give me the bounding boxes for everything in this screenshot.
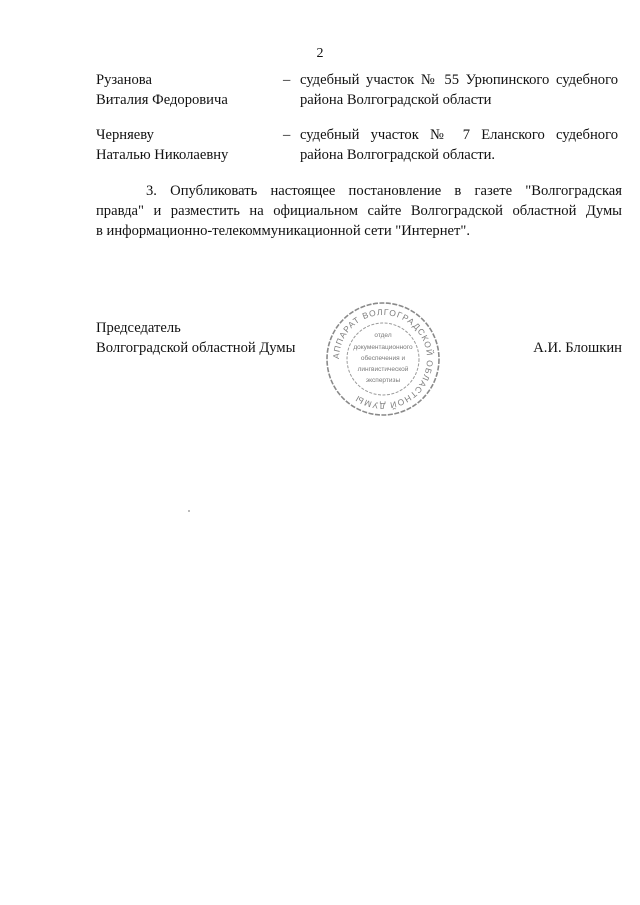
stamp-center-line3: обеспечения и: [360, 355, 406, 362]
stamp-center-line4: лингвистической: [357, 366, 409, 373]
page-number: 2: [316, 46, 324, 61]
stamp-center-line2: документационного: [353, 344, 413, 351]
stamp-center-line1: отдел: [374, 332, 392, 339]
assignment-dash-2: –: [283, 127, 291, 143]
paragraph-line-2: правда" и разместить на официальном сайте Волгоградской областной Думы: [96, 203, 622, 219]
stamp-ring-text: АППАРАТ ВОЛГОГРАДСКОЙ ОБЛАСТНОЙ ДУМЫ: [330, 306, 436, 412]
assignment-court-2: [300, 126, 618, 164]
assignee-name-1-line2: Виталия Федоровича: [96, 92, 228, 108]
assignee-name-2-line2: Наталью Николаевну: [96, 147, 229, 163]
paragraph-line-3: в информационно-телекоммуникационной сети "Интернет".: [96, 223, 470, 239]
official-stamp: [324, 300, 442, 418]
assignment-court-1-line2: района Волгоградской области: [300, 92, 492, 108]
signatory-title-line2: Волгоградской областной Думы: [96, 340, 296, 356]
assignment-court-1-line1: судебный участок № 55 Урюпинского судебного: [300, 72, 618, 88]
publication-paragraph: [96, 181, 622, 241]
assignee-name-2-line1: Черняеву: [96, 127, 154, 143]
assignment-court-2-line1: судебный участок № 7 Еланского судебного: [300, 127, 618, 143]
signatory-name: А.И. Блошкин: [533, 340, 622, 356]
assignment-dash-1: –: [283, 72, 291, 88]
paragraph-line-1: 3. Опубликовать настоящее постановление в газете "Волгоградская: [146, 183, 622, 199]
signatory-title-line1: Председатель: [96, 320, 181, 336]
assignee-name-1-line1: Рузанова: [96, 72, 152, 88]
assignment-court-1: [300, 71, 618, 109]
assignment-court-2-line2: района Волгоградской области.: [300, 147, 496, 163]
stamp-center-line5: экспертизы: [365, 377, 401, 384]
scan-artifact: [188, 510, 190, 512]
